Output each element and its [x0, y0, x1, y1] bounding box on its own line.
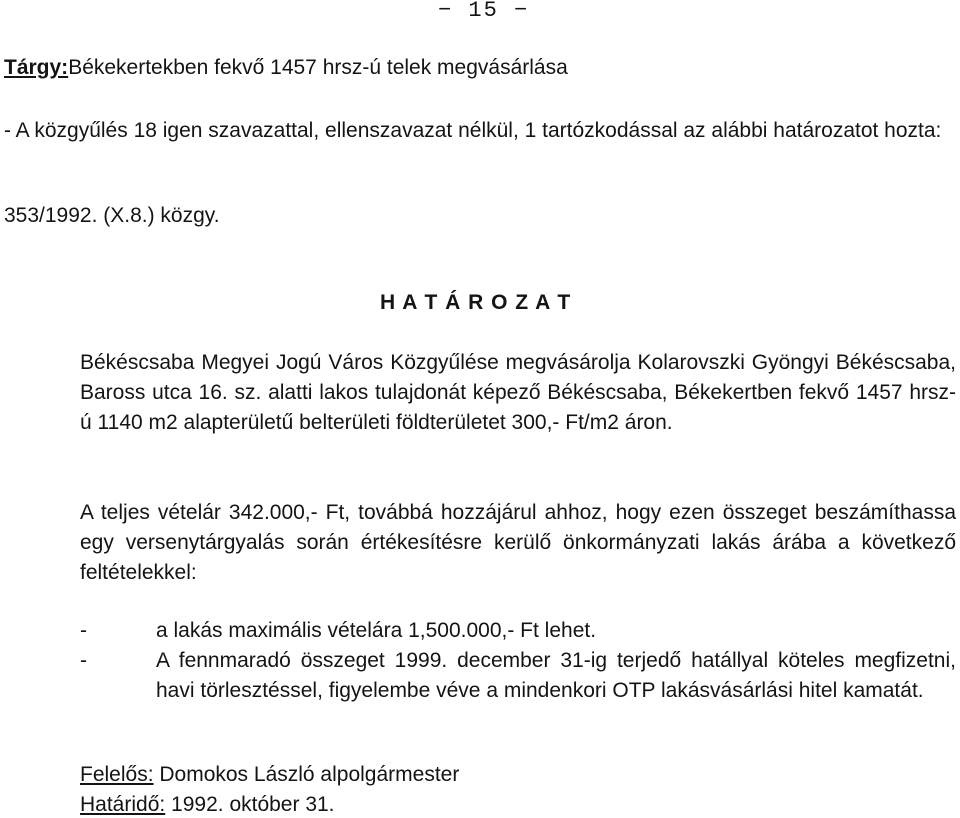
condition-marker: - — [80, 649, 87, 672]
intro-paragraph: - A közgyűlés 18 igen szavazattal, ellenszavazat nélkül, 1 tartózkodással az alábbi határozatot hozta: — [4, 119, 942, 142]
condition-text: a lakás maximális vételára 1,500.000,- Ft lehet. — [156, 619, 597, 642]
deadline-label: Határidő: — [80, 793, 166, 816]
resolution-paragraph-2: A teljes vételár 342.000,- Ft, továbbá hozzájárul ahhoz, hogy ezen összeget beszámíthassa egy versenytárgyalás során értékesítésre kerülő önkormányzati lakás árába a következő feltételekkel: — [80, 501, 956, 584]
condition-item-2 — [80, 646, 956, 706]
subject-text: Békekertekben fekvő 1457 hrsz-ú telek megvásárlása — [68, 56, 568, 79]
resolution-heading: H A T Á R O Z A T — [380, 291, 572, 314]
subject-line — [4, 56, 568, 80]
resolution-paragraph-1: Békéscsaba Megyei Jogú Város Közgyűlése megvásárolja Kolarovszki Gyöngyi Békéscsaba, Baross utca 16. sz. alatti lakos tulajdonát képező Békéscsaba, Békekertben fekvő 1457 hrsz-ú 1140 m2 alapterületű belterületi földterületet 300,- Ft/m2 áron. — [80, 351, 956, 434]
condition-text: A fennmaradó összeget 1999. december 31-ig terjedő hatállyal köteles megfizetni, havi törlesztéssel, figyelembe véve a mindenkori OTP lakásvásárlási hitel kamatát. — [156, 649, 956, 702]
deadline-value: 1992. október 31. — [165, 793, 335, 816]
responsible-label: Felelős: — [80, 763, 154, 786]
deadline-line — [80, 793, 335, 817]
condition-marker: - — [80, 619, 87, 642]
responsible-value: Domokos László alpolgármester — [153, 763, 460, 786]
page-number: − 15 − — [438, 0, 530, 23]
resolution-number: 353/1992. (X.8.) közgy. — [4, 204, 220, 227]
responsible-line — [80, 763, 459, 787]
condition-item-1 — [80, 616, 956, 646]
subject-label: Tárgy: — [4, 56, 69, 79]
